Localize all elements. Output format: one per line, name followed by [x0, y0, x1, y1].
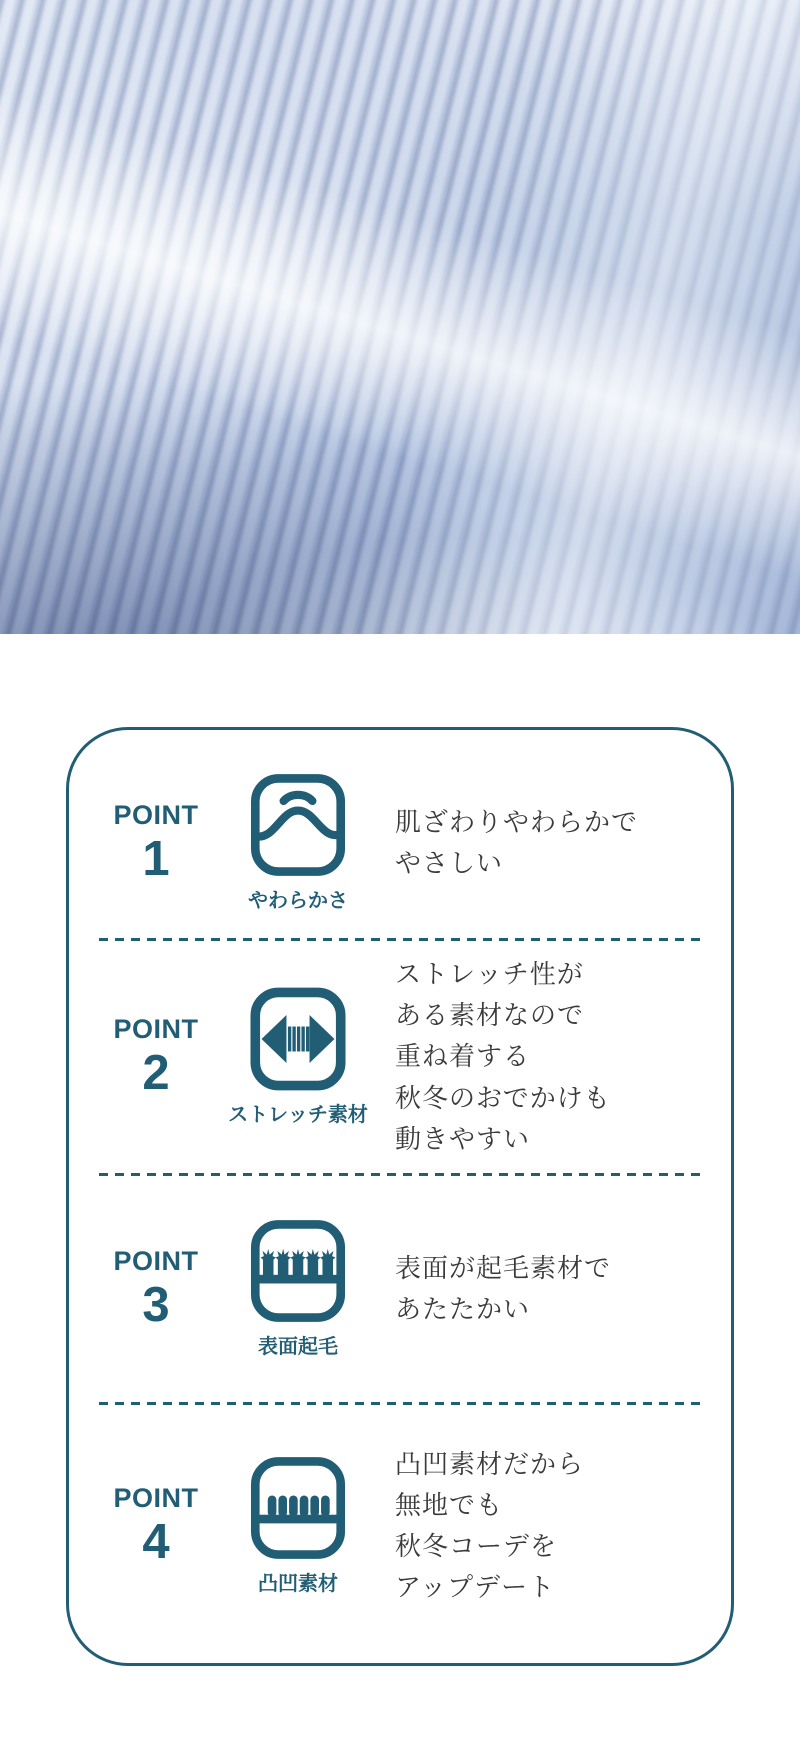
description-line: 無地でも	[395, 1489, 504, 1520]
description-line: ストレッチ性が	[395, 959, 584, 990]
point-label: POINT	[113, 1014, 199, 1044]
point-label: POINT	[113, 1246, 199, 1276]
point-1-row	[97, 748, 711, 938]
point-3-description	[395, 1248, 711, 1330]
softness-wave-icon	[250, 773, 346, 877]
description-line: 秋冬のおでかけも	[395, 1082, 611, 1113]
point-number: 3	[142, 1278, 170, 1332]
point-4-row	[97, 1405, 711, 1647]
description-line: 重ね着する	[395, 1041, 531, 1072]
point-2-heading	[97, 1016, 215, 1098]
point-4-description	[395, 1444, 711, 1608]
point-label: POINT	[113, 1483, 199, 1513]
icon-label: やわらかさ	[248, 890, 348, 912]
point-2-row	[97, 941, 711, 1173]
point-number: 4	[142, 1515, 170, 1569]
points-card-wrap	[66, 727, 734, 1666]
description-line: 秋冬コーデを	[395, 1531, 558, 1561]
description-line: アップデート	[395, 1572, 556, 1603]
bumpy-material-icon	[250, 1456, 346, 1560]
icon-label: 凸凹素材	[258, 1573, 338, 1595]
point-1-icon-col	[223, 773, 373, 913]
point-label: POINT	[113, 800, 199, 830]
point-number: 1	[142, 832, 170, 886]
description-line: やさしい	[395, 848, 504, 878]
point-number: 2	[142, 1046, 170, 1100]
point-1-heading	[97, 802, 215, 884]
description-line: 肌ざわりやわらかで	[395, 806, 639, 837]
description-line: ある素材なので	[395, 1000, 585, 1031]
point-3-row	[97, 1176, 711, 1402]
description-line: 動きやすい	[395, 1123, 531, 1154]
point-3-icon-col	[223, 1219, 373, 1359]
description-line: 表面が起毛素材で	[395, 1252, 612, 1283]
description-line: 凸凹素材だから	[395, 1448, 585, 1479]
icon-label: 表面起毛	[258, 1336, 338, 1358]
description-line: あたたかい	[395, 1294, 531, 1324]
point-2-description	[395, 954, 711, 1159]
point-1-description	[395, 802, 711, 884]
point-2-icon-col	[223, 987, 373, 1127]
stretch-arrow-icon	[250, 987, 346, 1091]
fabric-photo	[0, 0, 800, 634]
icon-label: ストレッチ素材	[228, 1104, 368, 1126]
feature-points-card	[66, 727, 734, 1666]
brushed-surface-icon	[250, 1219, 346, 1323]
point-3-heading	[97, 1248, 215, 1330]
point-4-heading	[97, 1485, 215, 1567]
point-4-icon-col	[223, 1456, 373, 1596]
